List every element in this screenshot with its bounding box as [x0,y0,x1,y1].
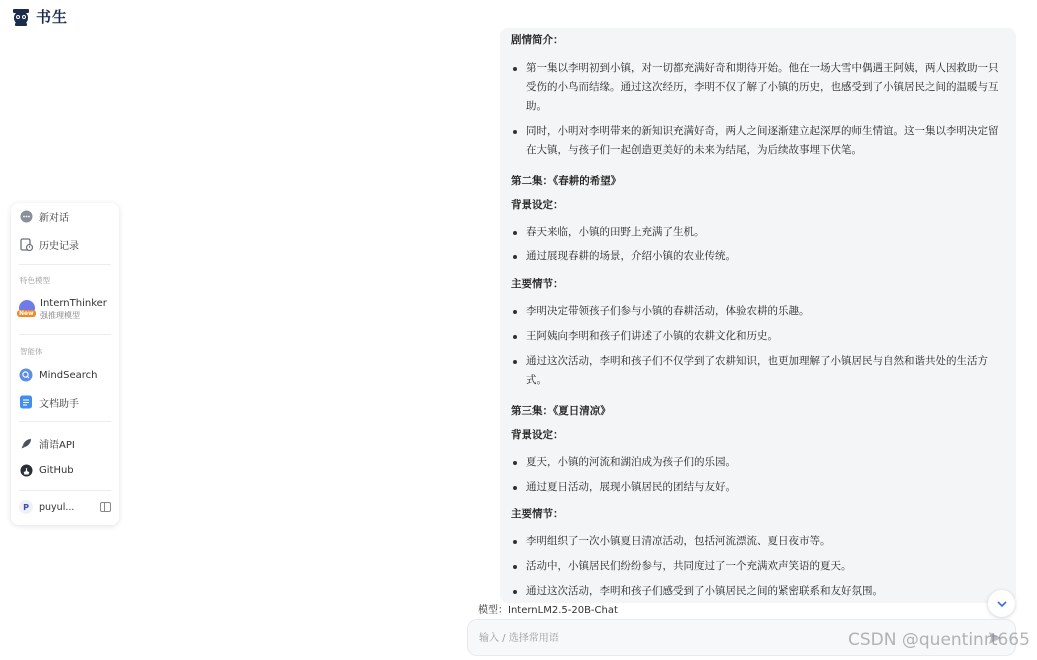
mindsearch-button[interactable] [19,366,97,384]
model-label[interactable]: 模型：InternLM2.5-20B-Chat [478,605,618,616]
divider [19,334,111,335]
assistant-message [500,28,1016,603]
mascot-logo-icon [10,7,32,27]
scroll-to-bottom-button[interactable] [988,590,1015,617]
user-profile[interactable] [19,500,111,514]
github-label: GitHub [39,464,74,476]
list-item: 王阿姨向李明和孩子们讲述了小镇的农耕文化和历史。 [511,327,1002,346]
watermark: CSDN @quentinrt665 [848,630,1030,650]
doc-assistant-label: 文档助手 [39,398,79,410]
ep2-background-heading: 背景设定： [511,199,564,211]
divider [19,264,111,265]
github-link[interactable] [19,461,74,479]
ep3-plot-heading: 主要情节： [511,508,564,520]
episode-2-title: 第二集：《春耕的希望》 [511,175,622,187]
list-item: 通过夏日活动，展现小镇居民的团结与友好。 [511,478,1002,497]
github-icon [19,463,33,477]
list-item: 通过展现春耕的场景，介绍小镇的农业传统。 [511,247,1002,266]
new-chat-button[interactable] [19,207,69,225]
list-item: 李明组织了一次小镇夏日清凉活动，包括河流漂流、夏日夜市等。 [511,532,1002,551]
internthinker-title: InternThinker [40,298,107,309]
section-featured-models: 特色模型 [20,276,50,285]
collapse-sidebar-icon[interactable] [100,502,111,512]
sidebar [11,203,119,525]
chevron-down-icon [996,598,1008,610]
document-icon [19,395,33,409]
doc-assistant-button[interactable] [19,393,79,411]
new-chat-label: 新对话 [39,212,69,224]
logo[interactable] [10,6,68,27]
divider [19,421,111,422]
api-label: 浦语API [39,439,75,451]
internthinker-icon [19,300,35,316]
chat-bubble-icon [19,209,33,223]
user-name: puyul... [39,501,75,513]
intro-heading: 剧情简介： [511,34,564,46]
avatar: P [19,500,33,514]
history-button[interactable] [19,235,79,253]
logo-text: 书生 [36,8,69,26]
list-item: 夏天，小镇的河流和湖泊成为孩子们的乐园。 [511,453,1002,472]
history-label: 历史记录 [39,240,79,252]
list-item: 第一集以李明初到小镇，对一切都充满好奇和期待开始。他在一场大雪中偶遇王阿姨，两人因救助一只受伤的小鸟而结缘。通过这次经历，李明不仅了解了小镇的历史，也感受到了小镇居民之间的温暖与互助。 [511,59,1002,116]
list-item: 春天来临，小镇的田野上充满了生机。 [511,223,1002,242]
ep3-background-heading: 背景设定： [511,429,564,441]
internthinker-button[interactable] [19,298,107,321]
list-item: 李明决定带领孩子们参与小镇的春耕活动，体验农耕的乐趣。 [511,302,1002,321]
list-item: 通过这次活动，李明和孩子们不仅学到了农耕知识，也更加理解了小镇居民与自然和谐共处的生活方式。 [511,352,1002,390]
list-item: 活动中，小镇居民们纷纷参与，共同度过了一个充满欢声笑语的夏天。 [511,557,1002,576]
mindsearch-icon [19,368,33,382]
new-badge: New [19,310,34,317]
history-icon [19,237,33,251]
internthinker-subtitle: 强推理模型 [40,311,80,320]
section-agents: 智能体 [20,347,43,356]
divider [19,490,111,491]
list-item: 同时，小明对李明带来的新知识充满好奇，两人之间逐渐建立起深厚的师生情谊。这一集以李明决定留在大镇，与孩子们一起创造更美好的未来为结尾，为后续故事埋下伏笔。 [511,122,1002,160]
ep2-plot-heading: 主要情节： [511,278,564,290]
episode-3-title: 第三集：《夏日清凉》 [511,405,611,417]
list-item: 通过这次活动，李明和孩子们感受到了小镇居民之间的紧密联系和友好氛围。 [511,582,1002,601]
rocket-icon [19,436,33,450]
api-button[interactable] [19,434,75,452]
mindsearch-label: MindSearch [39,369,98,381]
